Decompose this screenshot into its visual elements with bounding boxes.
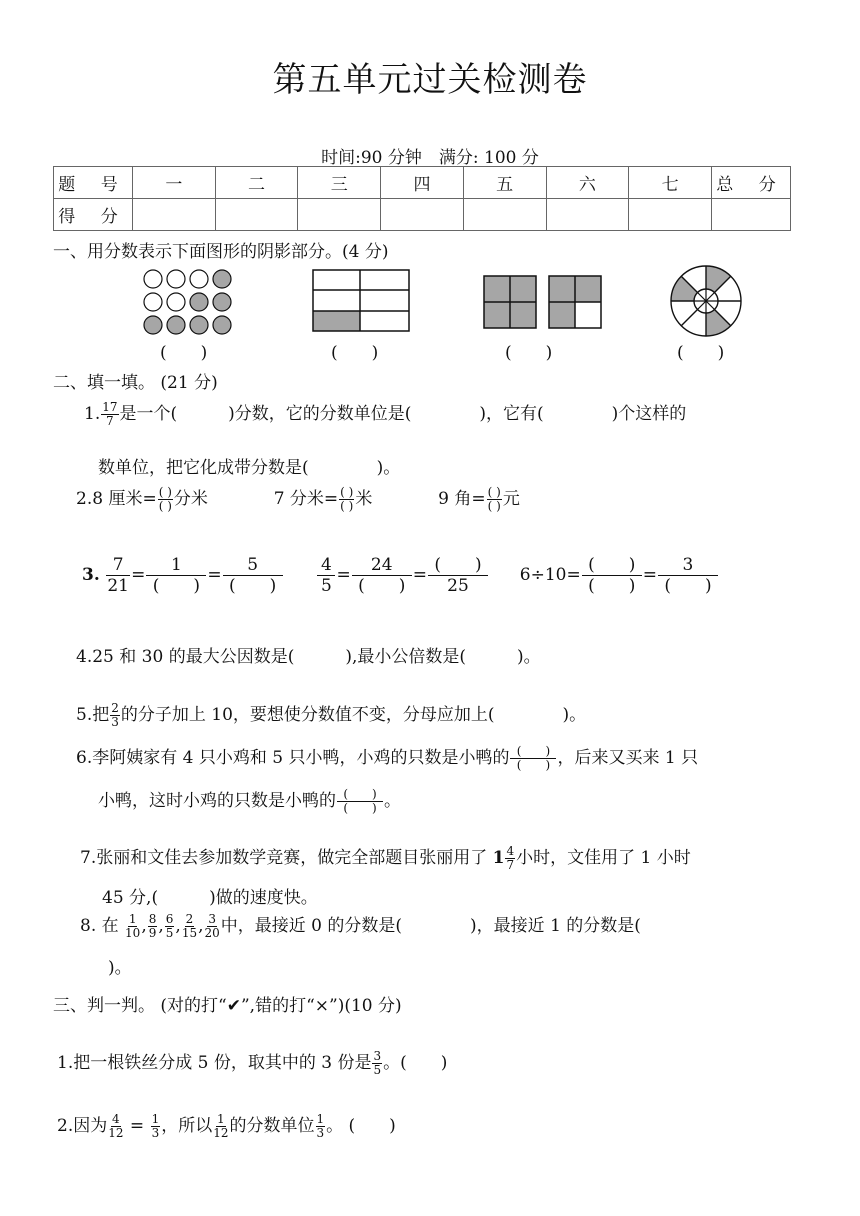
question-3-1 xyxy=(57,1048,447,1077)
denominator: 5 xyxy=(165,926,174,940)
score-input-cell[interactable] xyxy=(133,199,216,231)
score-input-cell[interactable] xyxy=(215,199,298,231)
fraction xyxy=(505,845,515,872)
figure-two-squares xyxy=(482,274,604,330)
numerator: ( ) xyxy=(510,745,556,759)
denominator: 21 xyxy=(107,576,129,596)
score-input-cell[interactable] xyxy=(298,199,381,231)
numerator: 6 xyxy=(165,912,174,926)
question-text: 9 角= xyxy=(438,489,486,509)
denominator: ( ) xyxy=(343,801,377,815)
answer-slot[interactable]: ( ) xyxy=(160,343,208,363)
answer-slot[interactable]: ( ) xyxy=(505,343,553,363)
exam-meta: 时间:90 分钟 满分: 100 分 xyxy=(321,148,539,168)
fraction xyxy=(108,1113,123,1140)
fraction xyxy=(110,702,120,729)
numerator: ( ) xyxy=(487,485,501,499)
numerator: 2 xyxy=(111,701,119,715)
section3-heading: 三、判一判。 (对的打“✔”,错的打“×”)(10 分) xyxy=(53,996,402,1016)
score-input-cell[interactable] xyxy=(381,199,464,231)
fraction-blank[interactable] xyxy=(146,555,206,596)
score-input-cell[interactable] xyxy=(546,199,629,231)
denominator: ( ) xyxy=(516,758,551,772)
numerator: 4 xyxy=(506,844,515,858)
score-cell: 七 xyxy=(629,167,712,199)
question-text: 1.把一根铁丝分成 5 份，取其中的 3 份是 xyxy=(57,1053,372,1073)
question-2-5 xyxy=(76,700,586,729)
question-text: 7 分米= xyxy=(273,489,339,509)
answer-slot[interactable]: ( ) xyxy=(677,343,725,363)
question-2-6 xyxy=(76,743,698,772)
fraction-blank[interactable] xyxy=(158,486,173,513)
question-number: 2. xyxy=(76,489,93,509)
question-text: 元 xyxy=(502,489,520,509)
question-text: 6÷10= xyxy=(519,565,581,585)
separator: , xyxy=(198,916,204,936)
figure-circle-wheel xyxy=(668,263,744,339)
numerator: 1 xyxy=(146,555,206,576)
question-text: ，所以 xyxy=(161,1116,213,1136)
numerator: 4 xyxy=(112,1112,120,1126)
denominator: ( ) xyxy=(229,576,277,596)
numerator: 1 xyxy=(151,1112,160,1126)
denominator: 3 xyxy=(111,715,119,729)
fraction xyxy=(213,1113,228,1140)
figure-circle-grid xyxy=(141,269,237,335)
score-input-cell[interactable] xyxy=(463,199,546,231)
question-2-8-cont: )。 xyxy=(108,958,132,978)
score-cell: 题 号 xyxy=(54,167,133,199)
question-text: 8 厘米= xyxy=(92,489,157,509)
numerator: 1 xyxy=(128,912,137,926)
question-text: 。( ) xyxy=(383,1053,448,1073)
denominator: 3 xyxy=(316,1126,325,1140)
numerator: 24 xyxy=(352,555,412,576)
answer-slot[interactable]: ( ) xyxy=(331,343,379,363)
fraction-blank[interactable] xyxy=(658,555,718,596)
question-2-4: 4.25 和 30 的最大公因数是( ),最小公倍数是( )。 xyxy=(76,647,541,667)
fraction-blank[interactable] xyxy=(487,486,502,513)
score-input-cell[interactable] xyxy=(712,199,791,231)
numerator: ( ) xyxy=(158,485,172,499)
equals-sign: = xyxy=(131,565,146,585)
question-2-6-cont xyxy=(98,786,401,815)
page-title: 第五单元过关检测卷 xyxy=(272,60,588,100)
denominator: ( ) xyxy=(358,576,406,596)
question-text: 米 xyxy=(355,489,373,509)
fraction xyxy=(182,913,197,940)
fraction xyxy=(205,913,220,940)
denominator: 25 xyxy=(447,576,469,596)
question-text: 分米 xyxy=(173,489,208,509)
numerator: ( ) xyxy=(428,555,488,576)
score-cell: 三 xyxy=(298,167,381,199)
equals-sign: = xyxy=(124,1116,150,1136)
section1-heading: 一、用分数表示下面图形的阴影部分。(4 分) xyxy=(53,242,389,262)
question-2-7 xyxy=(80,843,691,872)
denominator: 7 xyxy=(506,858,515,872)
section2-heading: 二、填一填。 (21 分) xyxy=(53,373,218,393)
score-cell: 一 xyxy=(133,167,216,199)
question-2-3 xyxy=(82,555,719,596)
denominator: 5 xyxy=(321,576,332,596)
mixed-whole: 1 xyxy=(492,848,505,868)
numerator: 3 xyxy=(208,912,216,926)
equals-sign: = xyxy=(642,565,657,585)
numerator: ( ) xyxy=(582,555,642,576)
equals-sign: = xyxy=(336,565,351,585)
fraction xyxy=(372,1050,382,1077)
fraction-blank[interactable] xyxy=(582,555,642,596)
question-2-7-cont: 45 分,( )做的速度快。 xyxy=(102,888,318,908)
score-input-cell[interactable] xyxy=(629,199,712,231)
separator: , xyxy=(141,916,147,936)
fraction-blank[interactable] xyxy=(339,486,354,513)
separator: , xyxy=(175,916,181,936)
fraction-blank[interactable] xyxy=(510,745,556,772)
numerator: ( ) xyxy=(337,788,383,802)
score-table-header-row xyxy=(54,167,791,199)
denominator: 12 xyxy=(213,1126,229,1140)
question-number: 1. xyxy=(84,404,101,424)
denominator: ( ) xyxy=(158,499,172,513)
question-text: 是一个( )分数，它的分数单位是( )，它有( )个这样的 xyxy=(119,404,687,424)
denominator: 5 xyxy=(373,1063,382,1077)
fraction xyxy=(148,913,158,940)
denominator: 20 xyxy=(204,926,220,940)
question-text: 7.张丽和文佳去参加数学竞赛，做完全部题目张丽用了 xyxy=(80,848,493,868)
fraction xyxy=(165,913,175,940)
numerator: 2 xyxy=(185,912,194,926)
question-text: 小时，文佳用了 1 小时 xyxy=(516,848,691,868)
figure-rectangle-split xyxy=(312,269,410,333)
numerator: 1 xyxy=(316,1112,325,1126)
score-cell: 得 分 xyxy=(54,199,133,231)
question-2-1-cont: 数单位，把它化成带分数是( )。 xyxy=(98,458,401,478)
denominator: 10 xyxy=(125,926,141,940)
question-text: 小鸭，这时小鸡的只数是小鸭的 xyxy=(98,791,336,811)
denominator: 9 xyxy=(148,926,157,940)
fraction xyxy=(125,913,140,940)
denominator: ( ) xyxy=(487,499,501,513)
denominator: ( ) xyxy=(664,576,712,596)
denominator: ( ) xyxy=(152,576,201,596)
fraction xyxy=(317,555,335,596)
question-2-2 xyxy=(76,484,520,513)
numerator: 4 xyxy=(317,555,335,576)
numerator: 1 xyxy=(217,1112,225,1126)
denominator: 15 xyxy=(181,926,198,940)
numerator: 8 xyxy=(148,912,157,926)
fraction xyxy=(151,1113,161,1140)
score-cell: 四 xyxy=(381,167,464,199)
score-table-score-row xyxy=(54,199,791,231)
question-text: 中，最接近 0 的分数是( )，最接近 1 的分数是( xyxy=(220,916,641,936)
numerator: 3 xyxy=(373,1049,382,1063)
denominator: ( ) xyxy=(588,576,636,596)
fraction xyxy=(101,401,118,428)
score-table xyxy=(53,166,791,231)
numerator: 17 xyxy=(102,400,118,414)
denominator: 3 xyxy=(151,1126,160,1140)
numerator: 3 xyxy=(658,555,718,576)
question-2-8 xyxy=(80,911,641,940)
separator: , xyxy=(158,916,164,936)
score-cell: 二 xyxy=(215,167,298,199)
fraction xyxy=(316,1113,326,1140)
question-3-2 xyxy=(57,1111,396,1140)
equals-sign: = xyxy=(412,565,427,585)
question-text: 2.因为 xyxy=(57,1116,108,1136)
question-2-1 xyxy=(84,399,686,428)
question-text: 的分数单位 xyxy=(229,1116,315,1136)
fraction-blank[interactable] xyxy=(428,555,488,596)
question-text: 8. 在 xyxy=(80,916,125,936)
numerator: 5 xyxy=(223,555,283,576)
score-cell: 总 分 xyxy=(712,167,791,199)
question-text: ，后来又买来 1 只 xyxy=(557,748,699,768)
denominator: 7 xyxy=(106,414,114,428)
denominator: ( ) xyxy=(340,499,354,513)
question-number: 3. xyxy=(82,565,100,585)
question-text: 。 xyxy=(384,791,401,811)
numerator: 7 xyxy=(106,555,130,576)
equals-sign: = xyxy=(207,565,222,585)
score-cell: 六 xyxy=(546,167,629,199)
question-text: 6.李阿姨家有 4 只小鸡和 5 只小鸭，小鸡的只数是小鸭的 xyxy=(76,748,510,768)
score-cell: 五 xyxy=(463,167,546,199)
question-text: 的分子加上 10，要想使分数值不变，分母应加上( )。 xyxy=(120,705,587,725)
fraction-blank[interactable] xyxy=(352,555,412,596)
fraction xyxy=(106,555,130,596)
fraction-blank[interactable] xyxy=(223,555,283,596)
numerator: ( ) xyxy=(340,485,354,499)
question-text: 。 ( ) xyxy=(326,1116,396,1136)
fraction-blank[interactable] xyxy=(337,788,383,815)
denominator: 12 xyxy=(108,1126,124,1140)
question-text: 5.把 xyxy=(76,705,110,725)
